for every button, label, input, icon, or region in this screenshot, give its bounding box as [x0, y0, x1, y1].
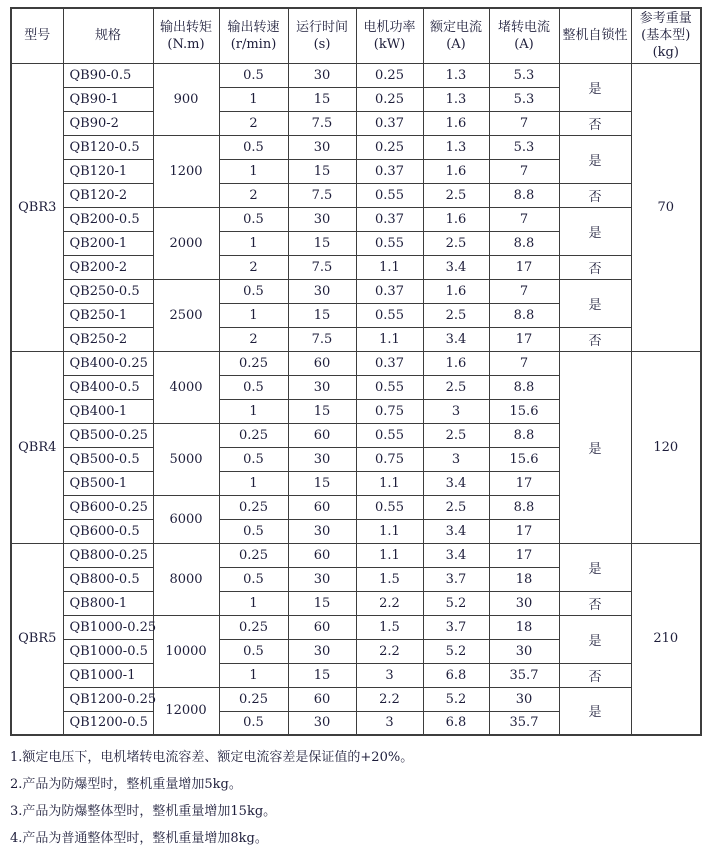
footnote: 1.额定电压下，电机堵转电流容差、额定电流容差是保证值的+20%。 — [10, 750, 414, 765]
table-cell: 17 — [489, 471, 559, 495]
table-cell: 60 — [288, 543, 356, 567]
column-header — [489, 8, 559, 63]
header-row — [11, 8, 701, 63]
table-cell: 5.2 — [423, 591, 489, 615]
table-cell: 1.5 — [356, 567, 423, 591]
table-cell: 2.5 — [423, 495, 489, 519]
table-cell: 1.1 — [356, 471, 423, 495]
table-cell: 是 — [559, 351, 631, 543]
table-cell: 1.6 — [423, 207, 489, 231]
table-cell: QBR4 — [11, 351, 63, 543]
table-cell: 3.4 — [423, 543, 489, 567]
table-cell: 7.5 — [288, 327, 356, 351]
table-row — [11, 663, 701, 687]
table-cell: 0.37 — [356, 111, 423, 135]
table-cell: 5000 — [153, 423, 219, 495]
table-cell: 30 — [288, 279, 356, 303]
table-cell: 0.5 — [219, 279, 288, 303]
table-cell: 1 — [219, 591, 288, 615]
column-header-line: 运行时间 — [295, 19, 348, 35]
table-cell: 5.3 — [489, 87, 559, 111]
table-cell: 0.5 — [219, 63, 288, 87]
table-cell: 2.5 — [423, 183, 489, 207]
table-cell: 35.7 — [489, 663, 559, 687]
table-cell: 6.8 — [423, 711, 489, 735]
table-row — [11, 63, 701, 87]
table-cell: 否 — [559, 255, 631, 279]
table-cell: 2000 — [153, 207, 219, 279]
table-row — [11, 255, 701, 279]
table-cell: QB800-1 — [63, 591, 153, 615]
table-cell: 3.7 — [423, 615, 489, 639]
table-cell: QB250-0.5 — [63, 279, 153, 303]
table-row — [11, 687, 701, 711]
table-cell: 0.37 — [356, 279, 423, 303]
table-cell: 30 — [288, 567, 356, 591]
table-cell: QBR5 — [11, 543, 63, 735]
column-header-line: 参考重量 — [639, 11, 692, 27]
table-cell: 1 — [219, 663, 288, 687]
footnotes — [10, 740, 700, 848]
column-header — [356, 8, 423, 63]
table-cell: 2 — [219, 327, 288, 351]
table-cell: 15.6 — [489, 399, 559, 423]
table-cell: QB600-0.5 — [63, 519, 153, 543]
table-cell: 否 — [559, 663, 631, 687]
table-cell: 30 — [288, 375, 356, 399]
table-cell: 1 — [219, 231, 288, 255]
table-cell: QB120-0.5 — [63, 135, 153, 159]
table-cell: 60 — [288, 423, 356, 447]
column-header-line: (kW) — [373, 36, 406, 52]
table-cell: QB500-1 — [63, 471, 153, 495]
table-cell: 1.1 — [356, 327, 423, 351]
table-cell: 3 — [423, 447, 489, 471]
table-cell: 5.2 — [423, 639, 489, 663]
table-row — [11, 183, 701, 207]
table-cell: 7.5 — [288, 255, 356, 279]
table-cell: 1.6 — [423, 351, 489, 375]
table-cell: 0.37 — [356, 207, 423, 231]
table-cell: 210 — [631, 543, 701, 735]
table-cell: 2.2 — [356, 687, 423, 711]
table-cell: QB120-1 — [63, 159, 153, 183]
column-header — [288, 8, 356, 63]
table-cell: 17 — [489, 255, 559, 279]
table-cell: 否 — [559, 327, 631, 351]
table-cell: 3 — [423, 399, 489, 423]
table-cell: QB1000-0.5 — [63, 639, 153, 663]
table-cell: 30 — [489, 591, 559, 615]
table-row — [11, 615, 701, 639]
table-cell: QB800-0.5 — [63, 567, 153, 591]
table-cell: 120 — [631, 351, 701, 543]
table-cell: 12000 — [153, 687, 219, 735]
table-cell: 0.25 — [219, 351, 288, 375]
table-cell: QB120-2 — [63, 183, 153, 207]
table-cell: 900 — [153, 63, 219, 135]
table-cell: 0.25 — [219, 687, 288, 711]
column-header — [423, 8, 489, 63]
table-cell: 18 — [489, 615, 559, 639]
table-cell: 15 — [288, 303, 356, 327]
table-cell: QB90-1 — [63, 87, 153, 111]
table-cell: 是 — [559, 279, 631, 327]
table-cell: 0.55 — [356, 231, 423, 255]
table-cell: 2.5 — [423, 423, 489, 447]
table-cell: 60 — [288, 615, 356, 639]
table-cell: 是 — [559, 207, 631, 255]
table-cell: 8.8 — [489, 375, 559, 399]
table-cell: QBR3 — [11, 63, 63, 351]
table-cell: QB90-2 — [63, 111, 153, 135]
column-header-line: 输出转矩 — [159, 19, 212, 35]
table-cell: 0.5 — [219, 519, 288, 543]
table-cell: 8.8 — [489, 423, 559, 447]
table-cell: 0.25 — [219, 615, 288, 639]
table-row — [11, 135, 701, 159]
table-cell: 1.1 — [356, 255, 423, 279]
table-cell: 8.8 — [489, 495, 559, 519]
column-header — [153, 8, 219, 63]
column-header-line: (N.m) — [167, 36, 205, 52]
table-cell: 15 — [288, 231, 356, 255]
table-cell: QB500-0.25 — [63, 423, 153, 447]
table-cell: 否 — [559, 591, 631, 615]
table-cell: 17 — [489, 327, 559, 351]
table-cell: 3.4 — [423, 519, 489, 543]
table-cell: 0.25 — [219, 543, 288, 567]
table-cell: QB90-0.5 — [63, 63, 153, 87]
table-cell: 1.6 — [423, 111, 489, 135]
column-header-line: 整机自锁性 — [562, 28, 628, 44]
table-body — [11, 63, 701, 735]
table-cell: 2 — [219, 111, 288, 135]
table-cell: 7 — [489, 279, 559, 303]
table-cell: 否 — [559, 111, 631, 135]
table-cell: 是 — [559, 687, 631, 735]
table-cell: 1200 — [153, 135, 219, 207]
table-row — [11, 279, 701, 303]
table-cell: 0.25 — [219, 423, 288, 447]
table-cell: 1 — [219, 87, 288, 111]
column-header-line: (A) — [514, 36, 534, 52]
table-row — [11, 351, 701, 375]
table-cell: 2.5 — [423, 231, 489, 255]
column-header — [63, 8, 153, 63]
table-cell: 7 — [489, 159, 559, 183]
table-row — [11, 207, 701, 231]
table-cell: 是 — [559, 135, 631, 183]
table-cell: 0.55 — [356, 423, 423, 447]
table-cell: 0.5 — [219, 711, 288, 735]
table-cell: 7.5 — [288, 183, 356, 207]
table-cell: QB200-2 — [63, 255, 153, 279]
table-cell: 3.4 — [423, 327, 489, 351]
table-cell: 30 — [288, 711, 356, 735]
table-cell: 1 — [219, 399, 288, 423]
table-cell: 0.25 — [356, 63, 423, 87]
table-cell: QB1000-0.25 — [63, 615, 153, 639]
column-header — [11, 8, 63, 63]
table-cell: 1.3 — [423, 63, 489, 87]
table-cell: 1 — [219, 471, 288, 495]
table-cell: 1 — [219, 303, 288, 327]
table-cell: 15.6 — [489, 447, 559, 471]
table-cell: 0.55 — [356, 375, 423, 399]
table-cell: 60 — [288, 351, 356, 375]
column-header — [219, 8, 288, 63]
column-header-line: (kg) — [652, 45, 679, 61]
table-cell: QB600-0.25 — [63, 495, 153, 519]
table-cell: 7.5 — [288, 111, 356, 135]
table-cell: 0.75 — [356, 447, 423, 471]
table-cell: 0.5 — [219, 639, 288, 663]
table-cell: 7 — [489, 207, 559, 231]
table-cell: 5.2 — [423, 687, 489, 711]
table-cell: 17 — [489, 543, 559, 567]
table-cell: 2.2 — [356, 639, 423, 663]
table-cell: 10000 — [153, 615, 219, 687]
table-cell: 是 — [559, 63, 631, 111]
table-cell: 30 — [288, 207, 356, 231]
spec-table — [10, 7, 702, 736]
table-cell: 否 — [559, 183, 631, 207]
table-cell: 60 — [288, 687, 356, 711]
table-cell: 1.3 — [423, 87, 489, 111]
table-cell: QB200-0.5 — [63, 207, 153, 231]
table-row — [11, 543, 701, 567]
table-cell: 30 — [288, 519, 356, 543]
table-cell: 30 — [288, 447, 356, 471]
table-cell: 17 — [489, 519, 559, 543]
table-cell: 6000 — [153, 495, 219, 543]
column-header-line: 电机功率 — [363, 19, 416, 35]
table-cell: 2 — [219, 255, 288, 279]
table-cell: 8.8 — [489, 183, 559, 207]
table-cell: 7 — [489, 111, 559, 135]
column-header-line: (A) — [446, 36, 466, 52]
table-cell: 0.55 — [356, 183, 423, 207]
table-cell: 0.5 — [219, 567, 288, 591]
table-cell: 是 — [559, 543, 631, 591]
column-header-line: (r/min) — [230, 36, 277, 52]
table-cell: 3.7 — [423, 567, 489, 591]
table-cell: 0.25 — [356, 87, 423, 111]
table-cell: 3.4 — [423, 471, 489, 495]
table-cell: QB250-2 — [63, 327, 153, 351]
table-cell: QB500-0.5 — [63, 447, 153, 471]
column-header-line: 规格 — [94, 28, 121, 44]
table-cell: 0.55 — [356, 495, 423, 519]
table-cell: 1.1 — [356, 519, 423, 543]
table-cell: 是 — [559, 615, 631, 663]
table-cell: 30 — [489, 639, 559, 663]
table-cell: 0.55 — [356, 303, 423, 327]
table-row — [11, 111, 701, 135]
table-cell: 15 — [288, 591, 356, 615]
table-cell: 30 — [288, 135, 356, 159]
table-cell: 1.6 — [423, 279, 489, 303]
table-row — [11, 327, 701, 351]
table-cell: 2500 — [153, 279, 219, 351]
table-cell: 35.7 — [489, 711, 559, 735]
table-cell: 60 — [288, 495, 356, 519]
table-cell: 15 — [288, 399, 356, 423]
table-cell: 4000 — [153, 351, 219, 423]
table-cell: 7 — [489, 351, 559, 375]
table-cell: 1.3 — [423, 135, 489, 159]
table-cell: 30 — [288, 639, 356, 663]
column-header — [559, 8, 631, 63]
footnote: 3.产品为防爆整体型时，整机重量增加15kg。 — [10, 804, 277, 819]
table-cell: 0.25 — [219, 495, 288, 519]
table-cell: 3 — [356, 663, 423, 687]
table-cell: 2.5 — [423, 303, 489, 327]
table-cell: 15 — [288, 159, 356, 183]
table-cell: 70 — [631, 63, 701, 351]
table-cell: 18 — [489, 567, 559, 591]
table-cell: 3 — [356, 711, 423, 735]
table-cell: 1.6 — [423, 159, 489, 183]
table-cell: QB1000-1 — [63, 663, 153, 687]
column-header-line: 额定电流 — [429, 19, 482, 35]
table-cell: 0.5 — [219, 207, 288, 231]
table-cell: QB400-0.5 — [63, 375, 153, 399]
table-cell: QB1200-0.5 — [63, 711, 153, 735]
table-cell: QB200-1 — [63, 231, 153, 255]
table-cell: 5.3 — [489, 63, 559, 87]
table-cell: 3.4 — [423, 255, 489, 279]
table-cell: 15 — [288, 87, 356, 111]
table-cell: 2 — [219, 183, 288, 207]
table-cell: 0.5 — [219, 447, 288, 471]
column-header — [631, 8, 701, 63]
table-cell: 2.5 — [423, 375, 489, 399]
table-cell: 15 — [288, 663, 356, 687]
table-cell: 8.8 — [489, 303, 559, 327]
table-cell: 0.25 — [356, 135, 423, 159]
table-cell: 1.1 — [356, 543, 423, 567]
table-cell: 30 — [288, 63, 356, 87]
table-cell: 6.8 — [423, 663, 489, 687]
table-cell: 8.8 — [489, 231, 559, 255]
table-cell: 8000 — [153, 543, 219, 615]
column-header-line: (s) — [313, 36, 331, 52]
table-cell: 0.37 — [356, 351, 423, 375]
table-cell: 15 — [288, 471, 356, 495]
table-cell: 0.5 — [219, 375, 288, 399]
footnote: 4.产品为普通整体型时，整机重量增加8kg。 — [10, 831, 268, 846]
table-cell: 0.37 — [356, 159, 423, 183]
table-row — [11, 591, 701, 615]
table-cell: QB800-0.25 — [63, 543, 153, 567]
table-cell: 1 — [219, 159, 288, 183]
table-cell: 30 — [489, 687, 559, 711]
table-cell: QB1200-0.25 — [63, 687, 153, 711]
column-header-line: 输出转速 — [227, 19, 280, 35]
column-header-line: 堵转电流 — [497, 19, 550, 35]
table-cell: 1.5 — [356, 615, 423, 639]
table-cell: QB400-0.25 — [63, 351, 153, 375]
table-cell: QB250-1 — [63, 303, 153, 327]
column-header-line: (基本型) — [641, 28, 691, 44]
table-cell: 5.3 — [489, 135, 559, 159]
table-cell: 2.2 — [356, 591, 423, 615]
footnote: 2.产品为防爆型时，整机重量增加5kg。 — [10, 777, 242, 792]
table-cell: QB400-1 — [63, 399, 153, 423]
table-cell: 0.5 — [219, 135, 288, 159]
table-cell: 0.75 — [356, 399, 423, 423]
column-header-line: 型号 — [24, 28, 51, 44]
